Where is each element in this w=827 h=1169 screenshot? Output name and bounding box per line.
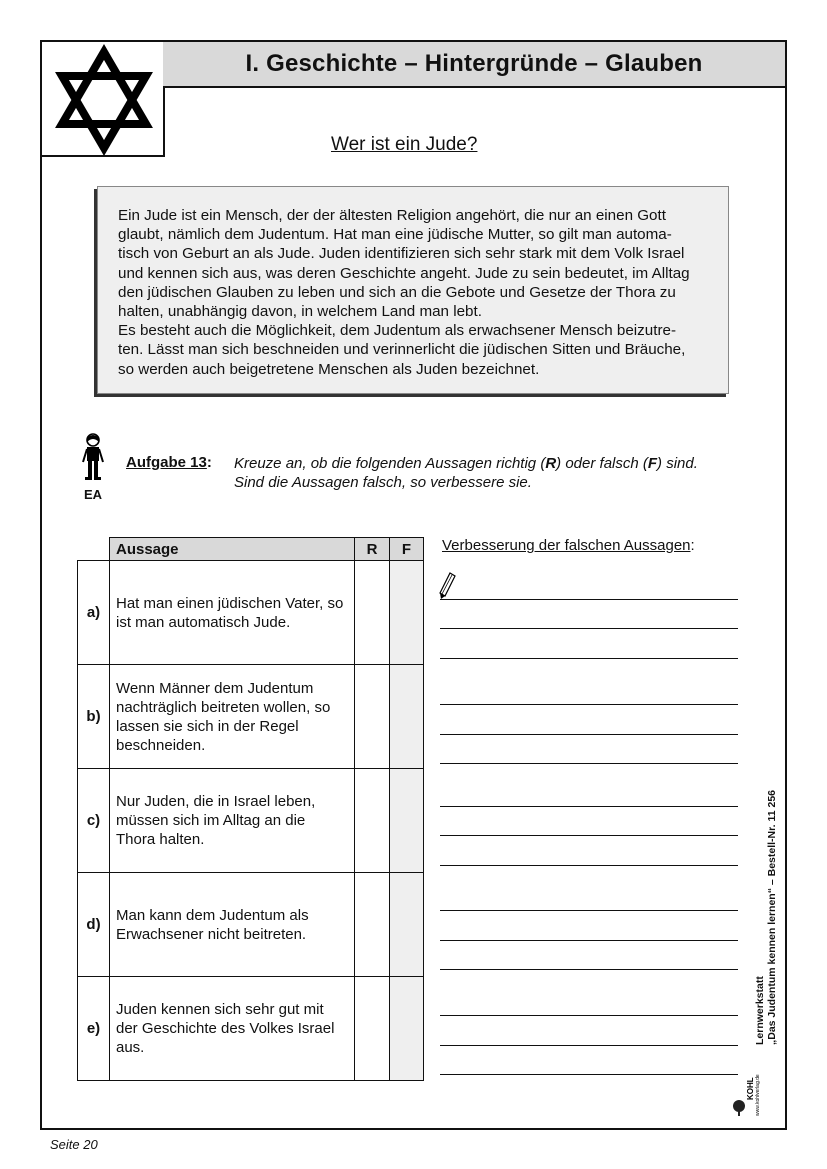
task-label-colon: :	[206, 454, 212, 471]
section-subtitle: Wer ist ein Jude?	[331, 134, 478, 155]
correction-heading	[442, 537, 695, 554]
checkbox-f[interactable]	[390, 561, 424, 665]
page-title: I. Geschichte – Hintergründe – Glauben	[163, 40, 787, 88]
answer-line[interactable]	[440, 969, 738, 970]
task-badge: EA	[83, 487, 103, 502]
kohl-verlag-logo	[732, 1050, 760, 1118]
row-statement: Hat man einen jüdischen Vater, so ist man automatisch Jude.	[110, 561, 355, 665]
info-line: Ein Jude ist ein Mensch, der der ältesten Religion angehört, die nur an einen Gott	[118, 207, 666, 224]
checkbox-r[interactable]	[355, 977, 390, 1081]
checkbox-f[interactable]	[390, 769, 424, 873]
answer-line[interactable]	[440, 835, 738, 836]
row-letter: c)	[78, 769, 110, 873]
pencil-icon	[440, 572, 456, 600]
row-letter: b)	[78, 665, 110, 769]
side-line-1: Lernwerkstatt	[754, 976, 766, 1045]
row-letter: a)	[78, 561, 110, 665]
answer-line[interactable]	[440, 865, 738, 866]
task-instructions	[234, 454, 698, 492]
info-line: Es besteht auch die Möglichkeit, dem Judentum als erwachsener Mensch beizutre-	[118, 322, 676, 340]
info-line: ten. Lässt man sich beschneiden und verinnerlicht die jüdischen Sitten und Bräuche,	[118, 341, 686, 359]
checkbox-f[interactable]	[390, 873, 424, 977]
answer-line[interactable]	[440, 704, 738, 705]
info-line: so werden auch beigetretene Menschen als Juden bezeichnet.	[118, 360, 540, 378]
checkbox-f[interactable]	[390, 665, 424, 769]
task-text-part: ) sind.	[657, 455, 698, 472]
correction-heading-colon: :	[690, 537, 695, 554]
info-line: den jüdischen Glauben zu leben und sich an die Gebote und Gesetze der Thora zu	[118, 283, 676, 301]
column-header-r: R	[355, 538, 390, 561]
column-header-statement: Aussage	[110, 538, 355, 561]
side-publisher-text	[754, 790, 778, 1045]
info-box	[97, 186, 729, 394]
answer-line[interactable]	[440, 599, 738, 600]
star-of-david-icon	[54, 48, 154, 152]
student-figure-icon	[78, 432, 108, 482]
task-text-part: Kreuze an, ob die folgenden Aussagen richtig (	[234, 455, 546, 472]
task-text-line2: Sind die Aussagen falsch, so verbessere sie.	[234, 474, 532, 491]
checkbox-r[interactable]	[355, 665, 390, 769]
row-letter: e)	[78, 977, 110, 1081]
task-text-part: ) oder falsch (	[556, 455, 648, 472]
answer-line[interactable]	[440, 1015, 738, 1016]
star-box	[40, 40, 165, 157]
answer-line[interactable]	[440, 763, 738, 764]
answer-line[interactable]	[440, 910, 738, 911]
answer-line[interactable]	[440, 1045, 738, 1046]
table-row	[78, 769, 424, 873]
row-statement: Wenn Männer dem Judentum nachträglich beitreten wollen, so lassen sie sich in der Regel beschneiden.	[110, 665, 355, 769]
statement-table	[77, 537, 424, 1081]
logo-text: KOHL	[746, 1077, 755, 1100]
checkbox-r[interactable]	[355, 769, 390, 873]
answer-line[interactable]	[440, 940, 738, 941]
answer-line[interactable]	[440, 628, 738, 629]
checkbox-r[interactable]	[355, 873, 390, 977]
checkbox-r[interactable]	[355, 561, 390, 665]
row-statement: Man kann dem Judentum als Erwachsener nicht beitreten.	[110, 873, 355, 977]
table-row	[78, 977, 424, 1081]
info-line: glaubt, nämlich dem Judentum. Hat man eine jüdische Mutter, so gilt man automa-	[118, 226, 672, 244]
info-line: halten, unabhängig davon, in welchem Land man lebt.	[118, 303, 482, 321]
page-number: Seite 20	[50, 1137, 98, 1152]
table-row	[78, 561, 424, 665]
task-figure	[78, 432, 108, 502]
checkbox-f[interactable]	[390, 977, 424, 1081]
answer-line[interactable]	[440, 658, 738, 659]
side-line-2: „Das Judentum kennen lernen“ – Bestell-Nr. 11 256	[766, 789, 778, 1045]
task-label-text: Aufgabe 13	[126, 454, 207, 471]
row-letter: d)	[78, 873, 110, 977]
table-row	[78, 665, 424, 769]
row-statement: Nur Juden, die in Israel leben, müssen sich im Alltag an die Thora halten.	[110, 769, 355, 873]
info-line: tisch von Geburt an als Jude. Juden identifizieren sich sehr stark mit dem Volk Israel	[118, 245, 685, 263]
info-line: und kennen sich aus, was deren Geschichte angeht. Jude zu sein bedeutet, im Alltag	[118, 264, 690, 282]
row-statement: Juden kennen sich sehr gut mit der Geschichte des Volkes Israel aus.	[110, 977, 355, 1081]
answer-line[interactable]	[440, 734, 738, 735]
column-header-f: F	[390, 538, 424, 561]
task-text-r: R	[545, 455, 557, 472]
task-label	[126, 454, 212, 471]
answer-line[interactable]	[440, 1074, 738, 1075]
answer-line[interactable]	[440, 806, 738, 807]
task-text-f: F	[647, 455, 658, 472]
correction-heading-text: Verbesserung der falschen Aussagen	[442, 537, 691, 554]
table-corner	[78, 538, 110, 561]
logo-url: www.kohlverlag.de	[755, 1074, 761, 1116]
table-row	[78, 873, 424, 977]
